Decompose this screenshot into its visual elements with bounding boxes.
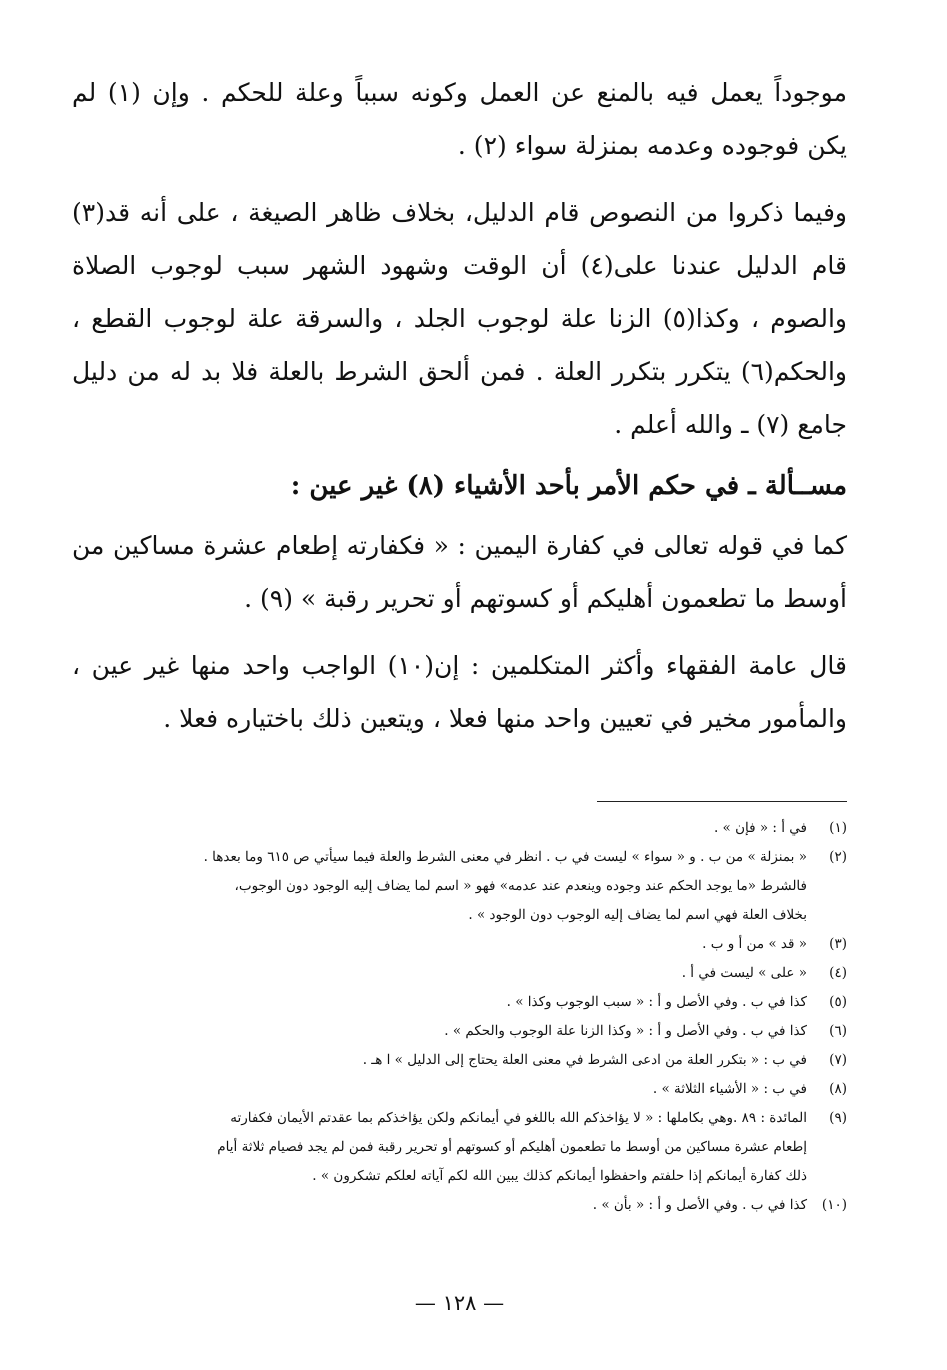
footnote-number: (٦) (829, 1023, 847, 1039)
footnote-text (72, 1017, 807, 1046)
footnote-line: كذا في ب . وفي الأصل و أ : « سبب الوجوب وكذا » . (506, 994, 807, 1010)
footnote-text (72, 988, 807, 1017)
footnote-2 (72, 843, 847, 930)
footnote-text (72, 1191, 807, 1220)
footnote-text (72, 1046, 807, 1075)
footnote-3 (72, 930, 847, 959)
footnote-8 (72, 1075, 847, 1104)
footnote-number: (٢) (829, 849, 847, 865)
body-paragraph-3: كما في قوله تعالى في كفارة اليمين : « فكفارته إطعام عشرة مساكين من أوسط ما تطعمون أهليكم أو كسوتهم أو تحرير رقبة » (٩) . (72, 531, 847, 613)
body-paragraph-4: قال عامة الفقهاء وأكثر المتكلمين : إن(١٠) الواجب واحد منها غير عين ، والمأمور مخير في تعيين واحد منها فعلا ، ويتعين ذلك باختياره فعلا . (72, 651, 847, 733)
footnote-line: فالشرط «ما يوجد الحكم عند وجوده وينعدم عند عدمه» فهو « اسم لما يضاف إليه الوجود دون الوجوب، (234, 878, 807, 894)
footnote-number: (٩) (829, 1110, 847, 1126)
footnote-7 (72, 1046, 847, 1075)
footnote-number: (١) (829, 820, 847, 836)
section-heading: مســألة ـ في حكم الأمر بأحد الأشياء (٨) غير عين : (290, 471, 847, 501)
footnote-text (72, 1075, 807, 1104)
footnote-number: (٥) (829, 994, 847, 1010)
footnote-line: في ب : « بتكرر العلة من ادعى الشرط في معنى العلة يحتاج إلى الدليل » ا هـ . (362, 1052, 807, 1068)
footnote-text (72, 814, 807, 843)
footnote-line: بخلاف العلة فهي اسم لما يضاف إليه الوجوب دون الوجود » . (468, 907, 807, 923)
footnote-text (72, 930, 807, 959)
footnote-5 (72, 988, 847, 1017)
footnote-line: ذلك كفارة أيمانكم إذا حلفتم واحفظوا أيمانكم كذلك يبين الله لكم آياته لعلكم تشكرون » . (312, 1168, 807, 1184)
footnote-9 (72, 1104, 847, 1191)
footnote-10 (72, 1191, 847, 1220)
footnote-line: كذا في ب . وفي الأصل و أ : « بأن » . (592, 1197, 807, 1213)
footnote-6 (72, 1017, 847, 1046)
footnote-number: (٧) (829, 1052, 847, 1068)
footnote-number: (١٠) (821, 1197, 847, 1213)
footnote-1 (72, 814, 847, 843)
footnote-separator (597, 801, 847, 802)
page-number: — ١٢٨ — (414, 1291, 505, 1315)
body-paragraph-1: موجوداً يعمل فيه بالمنع عن العمل وكونه سبباً وعلة للحكم . وإن (١) لم يكن فوجوده وعدمه بمنزلة سواء (٢) . (72, 78, 847, 160)
footnote-line: إطعام عشرة مساكين من أوسط ما تطعمون أهليكم أو كسوتهم أو تحرير رقبة فمن لم يجد فصيام ثلاثة أيام (217, 1139, 807, 1155)
footnote-line: « على » ليست في أ . (681, 965, 807, 981)
footnote-4 (72, 959, 847, 988)
footnote-text (72, 843, 807, 930)
footnote-line: كذا في ب . وفي الأصل و أ : « وكذا الزنا علة الوجوب والحكم » . (444, 1023, 807, 1039)
footnote-text (72, 1104, 807, 1191)
footnote-line: في ب : « الأشياء الثلاثة » . (652, 1081, 807, 1097)
footnote-line: « قد » من أ و ب . (702, 936, 807, 952)
body-paragraph-2: وفيما ذكروا من النصوص قام الدليل، بخلاف ظاهر الصيغة ، على أنه قد(٣) قام الدليل عندنا على(٤) أن الوقت وشهود الشهر سبب لوجوب الصلاة والصوم ، وكذا(٥) الزنا علة لوجوب الجلد ، والسرقة علة لوجوب القطع ، والحكم(٦) يتكرر بتكرر العلة . فمن ألحق الشرط بالعلة فلا بد له من دليل جامع (٧) ـ والله أعلم . (72, 198, 848, 439)
footnote-number: (٨) (829, 1081, 847, 1097)
footnote-line: في أ : « فإن » . (713, 820, 807, 836)
page-body (72, 66, 848, 1315)
footnote-line: « بمنزلة » من ب . و « سواء » ليست في ب . انظر في معنى الشرط والعلة فيما سيأتي ص ٦١٥ وما بعدها . (203, 849, 807, 865)
footnotes (72, 814, 847, 1220)
footnote-line: المائدة : ٨٩ .وهي بكاملها : « لا يؤاخذكم الله باللغو في أيمانكم ولكن يؤاخذكم بما عقدتم الأيمان فكفارته (230, 1110, 807, 1126)
footnote-text (72, 959, 807, 988)
footnote-number: (٤) (829, 965, 847, 981)
footnote-number: (٣) (829, 936, 847, 952)
